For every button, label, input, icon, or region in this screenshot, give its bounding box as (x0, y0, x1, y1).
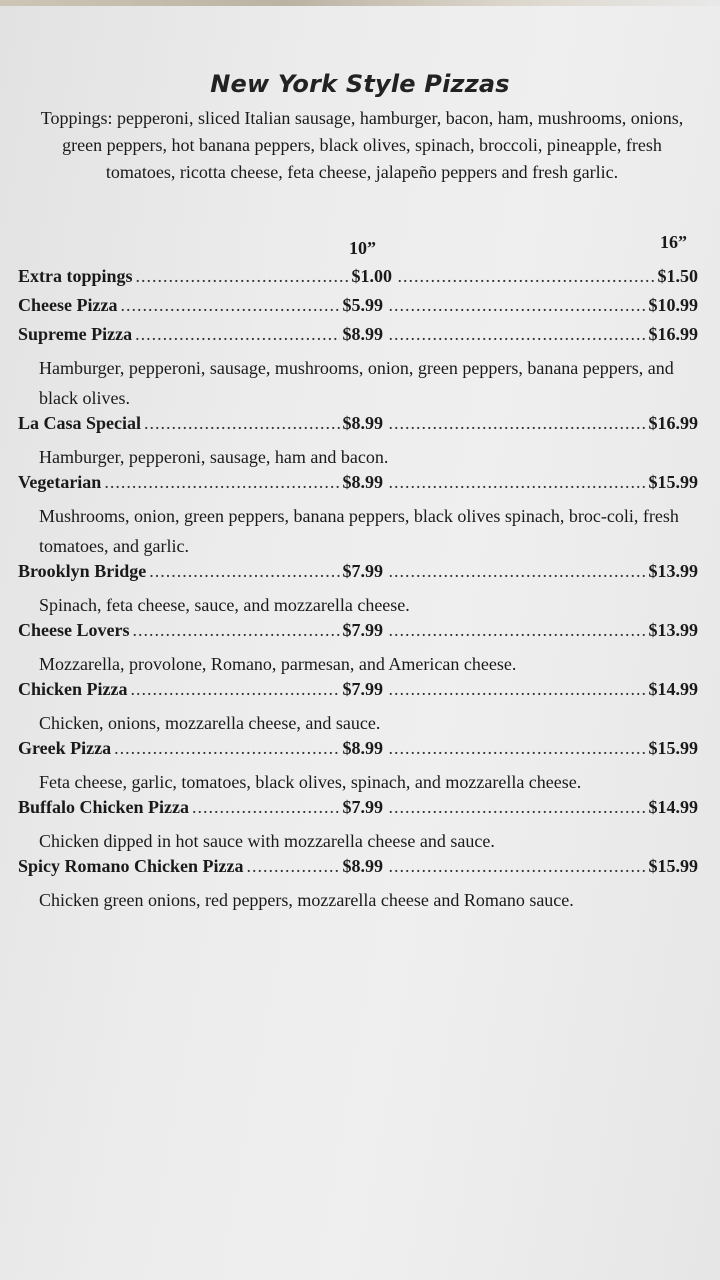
menu-item-row (18, 856, 698, 885)
menu-item-name: Extra toppings (18, 266, 133, 286)
dot-leader (389, 620, 647, 641)
menu-item-row (18, 472, 698, 501)
menu-item-description: Spinach, feta cheese, sauce, and mozzarella cheese. (39, 595, 410, 615)
menu-item-row (18, 295, 698, 324)
dot-leader (389, 295, 647, 316)
menu-item-description: Mozzarella, provolone, Romano, parmesan, and American cheese. (39, 654, 517, 674)
dot-leader (389, 324, 647, 345)
menu-item (18, 620, 698, 679)
menu-item-description: Feta cheese, garlic, tomatoes, black olives, spinach, and mozzarella cheese. (39, 772, 582, 792)
price-16-inch: $14.99 (648, 679, 698, 699)
menu-item-row (18, 620, 698, 649)
dot-leader (120, 295, 339, 316)
dot-leader (389, 472, 647, 493)
menu-item-name: Buffalo Chicken Pizza (18, 797, 189, 817)
dot-leader (192, 797, 340, 818)
dot-leader (389, 738, 647, 759)
menu-item-name: Supreme Pizza (18, 324, 133, 344)
menu-item-row (18, 266, 698, 295)
menu-item-name: Vegetarian (18, 472, 102, 492)
menu-item-row (18, 679, 698, 708)
dot-leader (389, 413, 647, 434)
menu-item-row (18, 738, 698, 767)
menu-item (18, 679, 698, 738)
price-16-inch: $1.50 (657, 266, 698, 286)
menu-item-row (18, 797, 698, 826)
price-10-inch: $8.99 (342, 856, 383, 876)
dot-leader (131, 679, 340, 700)
dot-leader (389, 797, 647, 818)
menu-item-name: Cheese Lovers (18, 620, 130, 640)
price-10-inch: $8.99 (342, 738, 383, 758)
price-16-inch: $10.99 (648, 295, 698, 315)
menu-item (18, 413, 698, 472)
menu-item (18, 561, 698, 620)
dot-leader (132, 620, 339, 641)
price-10-inch: $8.99 (342, 324, 383, 344)
dot-leader (104, 472, 339, 493)
menu-item-description: Chicken, onions, mozzarella cheese, and sauce. (39, 713, 381, 733)
price-10-inch: $7.99 (342, 679, 383, 699)
price-16-inch: $14.99 (648, 797, 698, 817)
toppings-text: Toppings: pepperoni, sliced Italian sausage, hamburger, bacon, ham, mushrooms, onions, green peppers, hot banana peppers, black olives, spinach, broccoli, pineapple, fresh tomatoes, ricotta cheese, feta cheese, jalapeño peppers and fresh garlic. (40, 108, 684, 182)
price-10-inch: $8.99 (342, 472, 383, 492)
menu-item-name: Chicken Pizza (18, 679, 128, 699)
dot-leader (398, 266, 656, 287)
menu-item-name: Greek Pizza (18, 738, 112, 758)
menu-item-name: La Casa Special (18, 413, 142, 433)
price-16-inch: $13.99 (648, 561, 698, 581)
price-10-inch: $7.99 (342, 620, 383, 640)
menu-item-description: Hamburger, pepperoni, sausage, mushrooms, onion, green peppers, banana peppers, and black olives. (39, 358, 674, 408)
menu-item (18, 472, 698, 561)
price-10-inch: $8.99 (342, 413, 383, 433)
menu-item-description: Chicken dipped in hot sauce with mozzarella cheese and sauce. (39, 831, 495, 851)
menu-item (18, 295, 698, 324)
dot-leader (389, 561, 647, 582)
price-10-inch: $5.99 (342, 295, 383, 315)
menu-item-description: Mushrooms, onion, green peppers, banana peppers, black olives spinach, broc-coli, fresh tomatoes, and garlic. (39, 506, 679, 556)
price-16-inch: $15.99 (648, 856, 698, 876)
dot-leader (247, 856, 340, 877)
price-16-inch: $16.99 (648, 324, 698, 344)
menu-item (18, 324, 698, 413)
menu-item-row (18, 324, 698, 353)
dot-leader (389, 856, 647, 877)
menu-title: New York Style Pizzas (210, 70, 510, 98)
price-16-inch: $15.99 (648, 738, 698, 758)
menu-item-row (18, 413, 698, 442)
price-10-inch: $7.99 (342, 561, 383, 581)
menu-item-description: Hamburger, pepperoni, sausage, ham and bacon. (39, 447, 389, 467)
size-10-header: 10” (349, 238, 376, 258)
menu-item-description: Chicken green onions, red peppers, mozzarella cheese and Romano sauce. (39, 890, 574, 910)
menu-item (18, 738, 698, 797)
menu-list (18, 266, 698, 915)
dot-leader (149, 561, 339, 582)
price-16-inch: $16.99 (648, 413, 698, 433)
menu-item-name: Brooklyn Bridge (18, 561, 147, 581)
dot-leader (136, 266, 349, 287)
menu-item (18, 266, 698, 295)
dot-leader (389, 679, 647, 700)
page-top-edge (0, 0, 720, 6)
dot-leader (135, 324, 339, 345)
menu-item-row (18, 561, 698, 590)
size-16-header: 16” (660, 232, 687, 252)
price-16-inch: $13.99 (648, 620, 698, 640)
menu-item-name: Spicy Romano Chicken Pizza (18, 856, 244, 876)
price-10-inch: $1.00 (351, 266, 392, 286)
menu-item (18, 856, 698, 915)
price-10-inch: $7.99 (342, 797, 383, 817)
price-16-inch: $15.99 (648, 472, 698, 492)
menu-item-name: Cheese Pizza (18, 295, 118, 315)
dot-leader (144, 413, 339, 434)
menu-item (18, 797, 698, 856)
dot-leader (114, 738, 339, 759)
